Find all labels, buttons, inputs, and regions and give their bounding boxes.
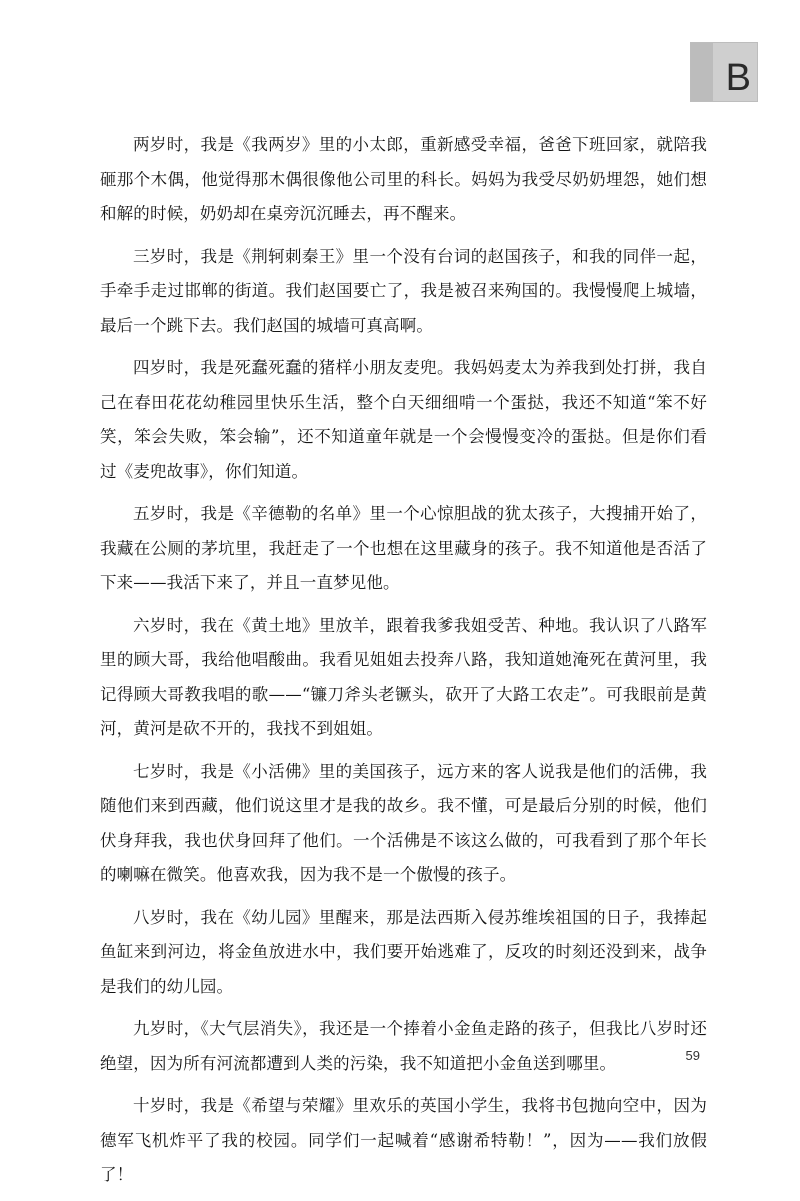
paragraph-age-ten: 十岁时，我是《希望与荣耀》里欢乐的英国小学生，我将书包抛向空中，因为德军飞机炸平了我的校园。同学们一起喊着“感谢希特勒！”，因为——我们放假了！ (100, 1096, 707, 1184)
paragraph-age-eight: 八岁时，我在《幼儿园》里醒来，那是法西斯入侵苏维埃祖国的日子，我捧起鱼缸来到河边，将金鱼放进水中，我们要开始逃难了，反攻的时刻还没到来，战争是我们的幼儿园。 (100, 907, 707, 996)
paragraph-age-seven: 七岁时，我是《小活佛》里的美国孩子，远方来的客人说我是他们的活佛，我随他们来到西藏，他们说这里才是我的故乡。我不懂，可是最后分别的时候，他们伏身拜我，我也伏身回拜了他们。一个活佛是不该这么做的，可我看到了那个年长的喇嘛在微笑。他喜欢我，因为我不是一个傲慢的孩子。 (100, 761, 707, 884)
paragraph-age-nine: 九岁时，《大气层消失》，我还是一个捧着小金鱼走路的孩子，但我比八岁时还绝望，因为所有河流都遭到人类的污染，我不知道把小金鱼送到哪里。 (100, 1019, 707, 1073)
section-marker-letter: B (725, 57, 751, 99)
section-marker-band (691, 43, 713, 101)
page-number: 59 (685, 1048, 700, 1063)
section-marker-tab (690, 42, 758, 102)
paragraph-age-four: 四岁时，我是死蠢死蠢的猪样小朋友麦兜。我妈妈麦太为养我到处打拼，我自己在春田花花幼稚园里快乐生活，整个白天细细啃一个蛋挞，我还不知道“笨不好笑，笨会失败，笨会输”，还不知道童年就是一个会慢慢变冷的蛋挞。但是你们看过《麦兜故事》，你们知道。 (100, 358, 707, 481)
paragraph-age-six: 六岁时，我在《黄土地》里放羊，跟着我爹我姐受苦、种地。我认识了八路军里的顾大哥，我给他唱酸曲。我看见姐姐去投奔八路，我知道她淹死在黄河里，我记得顾大哥教我唱的歌——“镰刀斧头老镢头，砍开了大路工农走”。可我眼前是黄河，黄河是砍不开的，我找不到姐姐。 (100, 615, 707, 738)
paragraph-age-three: 三岁时，我是《荆轲刺秦王》里一个没有台词的赵国孩子，和我的同伴一起，手牵手走过邯郸的街道。我们赵国要亡了，我是被召来殉国的。我慢慢爬上城墙，最后一个跳下去。我们赵国的城墙可真高啊。 (100, 246, 707, 335)
paragraph-age-two: 两岁时，我是《我两岁》里的小太郎，重新感受幸福，爸爸下班回家，就陪我砸那个木偶，他觉得那木偶很像他公司里的科长。妈妈为我受尽奶奶埋怨，她们想和解的时候，奶奶却在桌旁沉沉睡去，再不醒来。 (100, 135, 707, 223)
body-text (100, 128, 707, 1201)
paragraph-age-five: 五岁时，我是《辛德勒的名单》里一个心惊胆战的犹太孩子，大搜捕开始了，我藏在公厕的茅坑里，我赶走了一个也想在这里藏身的孩子。我不知道他是否活了下来——我活下来了，并且一直梦见他。 (100, 504, 707, 592)
